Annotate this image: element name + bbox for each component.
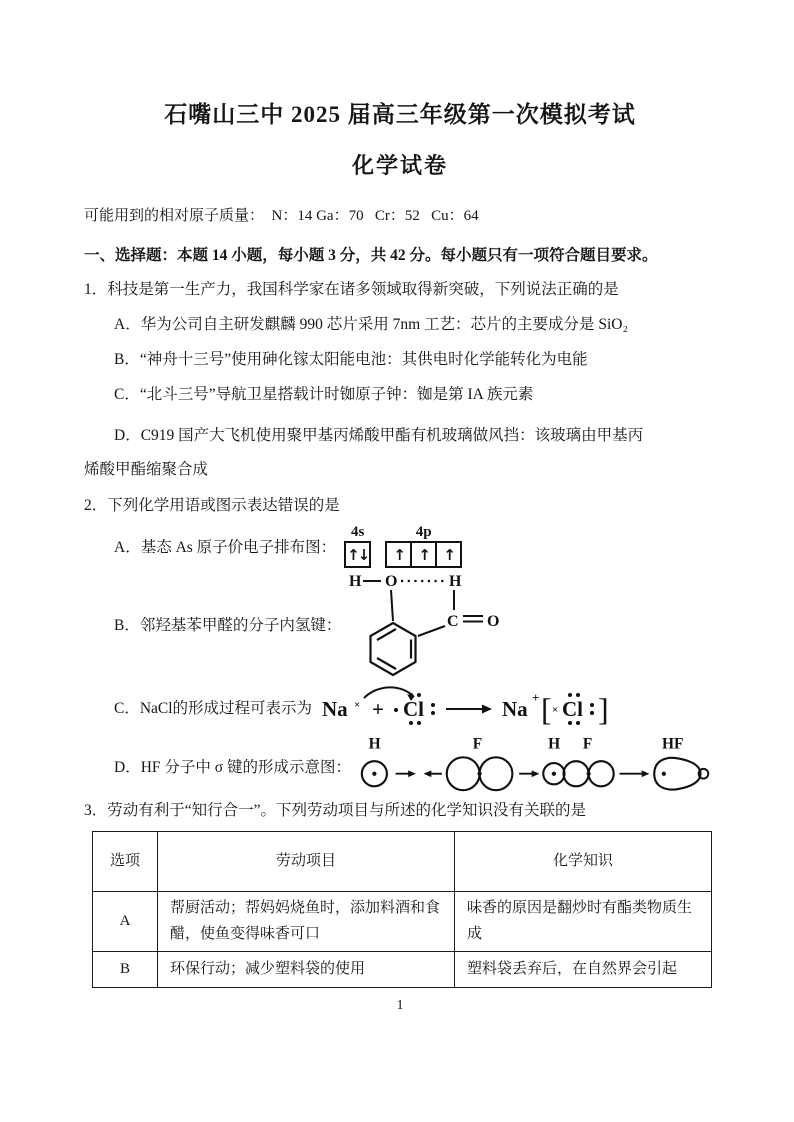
q3-row-a-option: A: [93, 892, 158, 952]
orbital-4p-group: [385, 524, 462, 568]
salicylaldehyde-structure: [341, 568, 519, 680]
bond-o-ring: [391, 590, 393, 621]
q2-option-b: [84, 568, 716, 680]
section-heading: 一、选择题：本题 14 小题，每小题 3 分，共 42 分。每小题只有一项符合题目要求。: [84, 247, 658, 264]
cl-left-electron-dot: [394, 708, 398, 712]
cl-atom-left: Cl: [403, 697, 425, 721]
na-atom-left: Na: [322, 697, 348, 721]
orbital-box-4p2: ↑: [410, 541, 437, 568]
f-nucleus-dot: [477, 772, 481, 776]
q2-option-c: [84, 682, 716, 732]
cl-ion: Cl: [562, 697, 584, 721]
na-electron-mark: ×: [354, 699, 361, 711]
reaction-arrowhead: [482, 705, 492, 714]
q1-option-d-line2: 烯酸甲酯缩聚合成: [84, 461, 209, 478]
orbital-4s-label: 4s: [351, 524, 365, 540]
na-ion: Na: [502, 697, 528, 721]
orbital-4s-group: [344, 524, 371, 568]
f-orbital-label-1: F: [472, 735, 483, 753]
q3-stem: 3．劳动有利于“知行合一”。下列劳动项目与所述的化学知识没有关联的是: [84, 802, 587, 819]
double-bond-c-o: [463, 616, 483, 622]
bracket-right: ]: [598, 691, 609, 727]
q3-row-b-option: B: [93, 952, 158, 988]
atom-c-aldehyde: C: [447, 613, 459, 630]
benzene-ring: [371, 623, 416, 675]
q1-option-c: C．“北斗三号”导航卫星搭载计时铷原子钟：铷是第 IA 族元素: [114, 386, 534, 403]
orbital-4p-boxes: [385, 541, 462, 568]
f-orbital-label-2: F: [582, 735, 593, 753]
q3-col-header-knowledge: 化学知识: [455, 832, 712, 892]
h-orbital-label-1: H: [368, 735, 381, 753]
q3-table: [92, 831, 712, 988]
q3-row-b-knowledge: 塑料袋丢弃后，在自然界会引起: [455, 952, 712, 988]
q3-col-header-option: 选项: [93, 832, 158, 892]
q2-option-a-label: A．基态 As 原子价电子排布图：: [114, 539, 337, 556]
table-row: [93, 892, 712, 952]
atom-o-carbonyl: O: [487, 613, 500, 630]
atom-o-hydroxyl: O: [385, 573, 398, 590]
h-nucleus-dot: [372, 772, 376, 776]
q1-option-a: A．华为公司自主研发麒麟 990 芯片采用 7nm 工艺：芯片的主要成分是 SiO₂: [114, 316, 628, 333]
hf-sigma-bond-diagram: [357, 734, 716, 798]
atomic-mass-note: 可能用到的相对原子质量： N：14 Ga：70 Cr：52 Cu：64: [84, 208, 479, 224]
hf-orbital-label: HF: [661, 735, 684, 753]
orbital-box-4p1: ↑: [385, 541, 412, 568]
q2-stem: 2．下列化学用语或图示表达错误的是: [84, 497, 340, 514]
q3-table-header-row: [93, 832, 712, 892]
orbital-box-4p3: ↑: [435, 541, 462, 568]
approach-arrows: [396, 770, 442, 777]
q2-option-c-label: C．NaCl的形成过程可表示为: [114, 700, 313, 717]
bracket-left: [: [541, 691, 552, 727]
result-arrow: [619, 770, 649, 777]
bond-c-ring: [418, 626, 445, 636]
f2-nucleus-dot: [586, 772, 590, 776]
h2-nucleus-dot: [552, 772, 556, 776]
h-orbital-label-2: H: [548, 735, 561, 753]
q3-row-b-project: 环保行动；减少塑料袋的使用: [158, 952, 455, 988]
page-number: 1: [396, 998, 404, 1013]
combine-arrow: [519, 770, 539, 777]
orbital-4p-label: 4p: [415, 524, 432, 540]
q1-stem: 1．科技是第一生产力，我国科学家在诸多领域取得新突破，下列说法正确的是: [84, 281, 619, 298]
na-ion-charge: +: [532, 690, 540, 705]
q3-col-header-project: 劳动项目: [158, 832, 455, 892]
q1-option-b: B．“神舟十三号”使用砷化镓太阳能电池：其供电时化学能转化为电能: [114, 351, 588, 368]
q1-option-d: [84, 419, 716, 487]
q3-row-a-project: 帮厨活动；帮妈妈烧鱼时，添加料酒和食醋，使鱼变得味香可口: [158, 892, 455, 952]
orbital-box-4s: ↑↓: [344, 541, 371, 568]
atom-h-hydroxyl: H: [349, 573, 362, 590]
nacl-formation-equation: [320, 682, 632, 732]
q2-option-a: [84, 524, 716, 568]
atom-h-aldehyde: H: [449, 573, 462, 590]
q2-option-d: [84, 734, 716, 798]
page-title: 石嘴山三中 2025 届高三年级第一次模拟考试: [164, 102, 636, 127]
chloride-electron-mark: ×: [552, 704, 559, 716]
table-row: [93, 952, 712, 988]
q3-row-a-knowledge: 味香的原因是翻炒时有酯类物质生成: [455, 892, 712, 952]
q2-option-b-label: B．邻羟基苯甲醛的分子内氢键：: [114, 617, 342, 634]
page-subtitle: 化学试卷: [351, 153, 448, 178]
q1-option-d-line1: D．C919 国产大飞机使用聚甲基丙烯酸甲酯有机玻璃做风挡：该玻璃由甲基丙: [114, 427, 644, 444]
hf-molecular-orbital: [654, 758, 708, 790]
q2-option-d-label: D．HF 分子中 σ 键的形成示意图：: [114, 759, 351, 776]
plus-sign: +: [372, 697, 385, 721]
orbital-diagram: [344, 524, 462, 568]
